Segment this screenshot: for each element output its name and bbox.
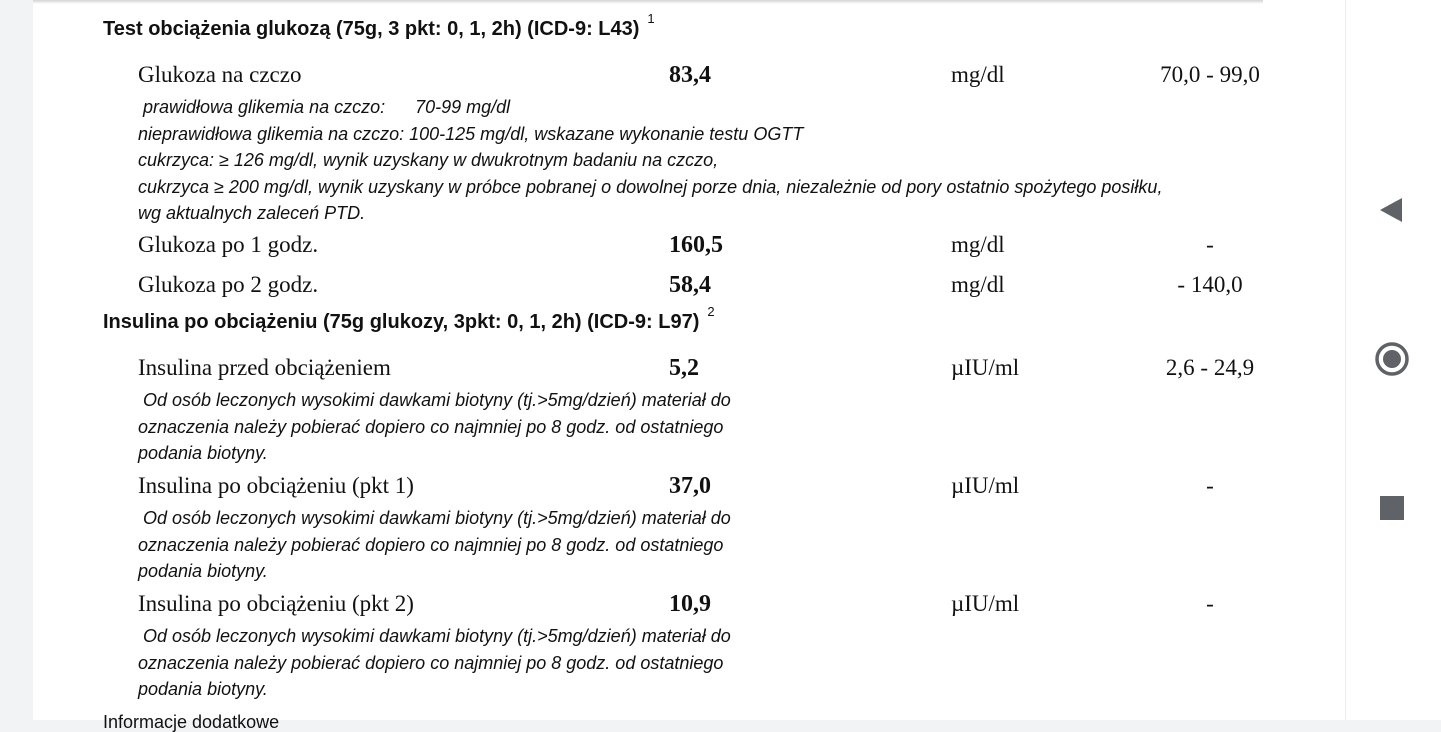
test-unit: mg/dl	[951, 232, 1005, 257]
result-note-insulin-1	[138, 505, 731, 585]
result-row-fasting-glucose	[33, 60, 1345, 94]
test-unit: µIU/ml	[951, 473, 1020, 498]
result-row-insulin-0	[33, 353, 1345, 387]
reference-range: -	[1206, 591, 1214, 616]
android-navigation-bar	[1345, 0, 1441, 720]
home-button[interactable]	[1346, 329, 1441, 389]
test-value: 37,0	[669, 473, 711, 499]
note-line: Od osób leczonych wysokimi dawkami biotyny (tj.>5mg/dzień) materiał do	[143, 508, 731, 528]
footnote-marker: 1	[647, 11, 655, 26]
reference-range: -	[1206, 473, 1214, 498]
note-line: cukrzyca: ≥ 126 mg/dl, wynik uzyskany w dwukrotnym badaniu na czczo,	[138, 150, 719, 170]
section-title-text: Insulina po obciążeniu (75g glukozy, 3pkt: 0, 1, 2h) (ICD-9: L97)	[103, 311, 700, 333]
test-value: 58,4	[669, 272, 711, 298]
test-name: Insulina po obciążeniu (pkt 1)	[138, 473, 414, 498]
recent-apps-button[interactable]	[1346, 478, 1441, 538]
section-title-text: Test obciążenia glukozą (75g, 3 pkt: 0, 1, 2h) (ICD-9: L43)	[103, 18, 640, 40]
reference-range: -	[1206, 232, 1214, 257]
test-unit: µIU/ml	[951, 355, 1020, 380]
result-row-glucose-2h	[33, 270, 1345, 304]
document-page[interactable]	[33, 0, 1345, 732]
section-title-glucose-test	[103, 11, 655, 43]
note-line: prawidłowa glikemia na czczo: 70-99 mg/dl	[143, 97, 511, 117]
result-row-insulin-1	[33, 471, 1345, 505]
test-value: 5,2	[669, 355, 699, 381]
page-top-shadow	[33, 0, 1263, 4]
footnote-marker: 2	[707, 304, 715, 319]
note-line: Od osób leczonych wysokimi dawkami biotyny (tj.>5mg/dzień) materiał do	[143, 626, 731, 646]
test-name: Glukoza na czczo	[138, 62, 302, 87]
result-note-insulin-2	[138, 623, 731, 703]
note-line: podania biotyny.	[138, 561, 268, 581]
reference-range: - 140,0	[1177, 272, 1243, 297]
recent-apps-square-icon	[1372, 490, 1412, 526]
note-line: podania biotyny.	[138, 443, 268, 463]
test-value: 83,4	[669, 62, 711, 88]
home-circle-icon	[1372, 341, 1412, 377]
result-note-fasting-glucose	[138, 94, 1162, 227]
note-line: oznaczenia należy pobierać dopiero co najmniej po 8 godz. od ostatniego	[138, 652, 724, 673]
test-name: Insulina po obciążeniu (pkt 2)	[138, 591, 414, 616]
test-value: 10,9	[669, 591, 711, 617]
test-name: Glukoza po 2 godz.	[138, 272, 319, 297]
back-button[interactable]	[1346, 180, 1441, 240]
test-name: Glukoza po 1 godz.	[138, 232, 319, 257]
test-unit: mg/dl	[951, 62, 1005, 87]
note-line: wg aktualnych zaleceń PTD.	[138, 203, 366, 223]
result-note-insulin-0	[138, 387, 731, 467]
section-title-insulin-test	[103, 304, 715, 336]
note-line: nieprawidłowa glikemia na czczo: 100-125 mg/dl, wskazane wykonanie testu OGTT	[138, 123, 804, 144]
note-line: oznaczenia należy pobierać dopiero co najmniej po 8 godz. od ostatniego	[138, 416, 724, 437]
test-unit: mg/dl	[951, 272, 1005, 297]
reference-range: 70,0 - 99,0	[1160, 62, 1260, 87]
test-unit: µIU/ml	[951, 591, 1020, 616]
note-line: podania biotyny.	[138, 679, 268, 699]
note-line: Od osób leczonych wysokimi dawkami biotyny (tj.>5mg/dzień) materiał do	[143, 390, 731, 410]
back-triangle-icon	[1372, 192, 1412, 228]
result-row-insulin-2	[33, 589, 1345, 623]
note-line: oznaczenia należy pobierać dopiero co najmniej po 8 godz. od ostatniego	[138, 534, 724, 555]
result-row-glucose-1h	[33, 230, 1345, 264]
note-line: cukrzyca ≥ 200 mg/dl, wynik uzyskany w próbce pobranej o dowolnej porze dnia, niezależnie od pory ostatnio spożytego posiłku,	[138, 176, 1163, 197]
test-value: 160,5	[669, 232, 723, 258]
cut-off-heading: Informacje dodatkowe	[103, 712, 280, 732]
test-name: Insulina przed obciążeniem	[138, 355, 391, 380]
reference-range: 2,6 - 24,9	[1165, 355, 1255, 380]
